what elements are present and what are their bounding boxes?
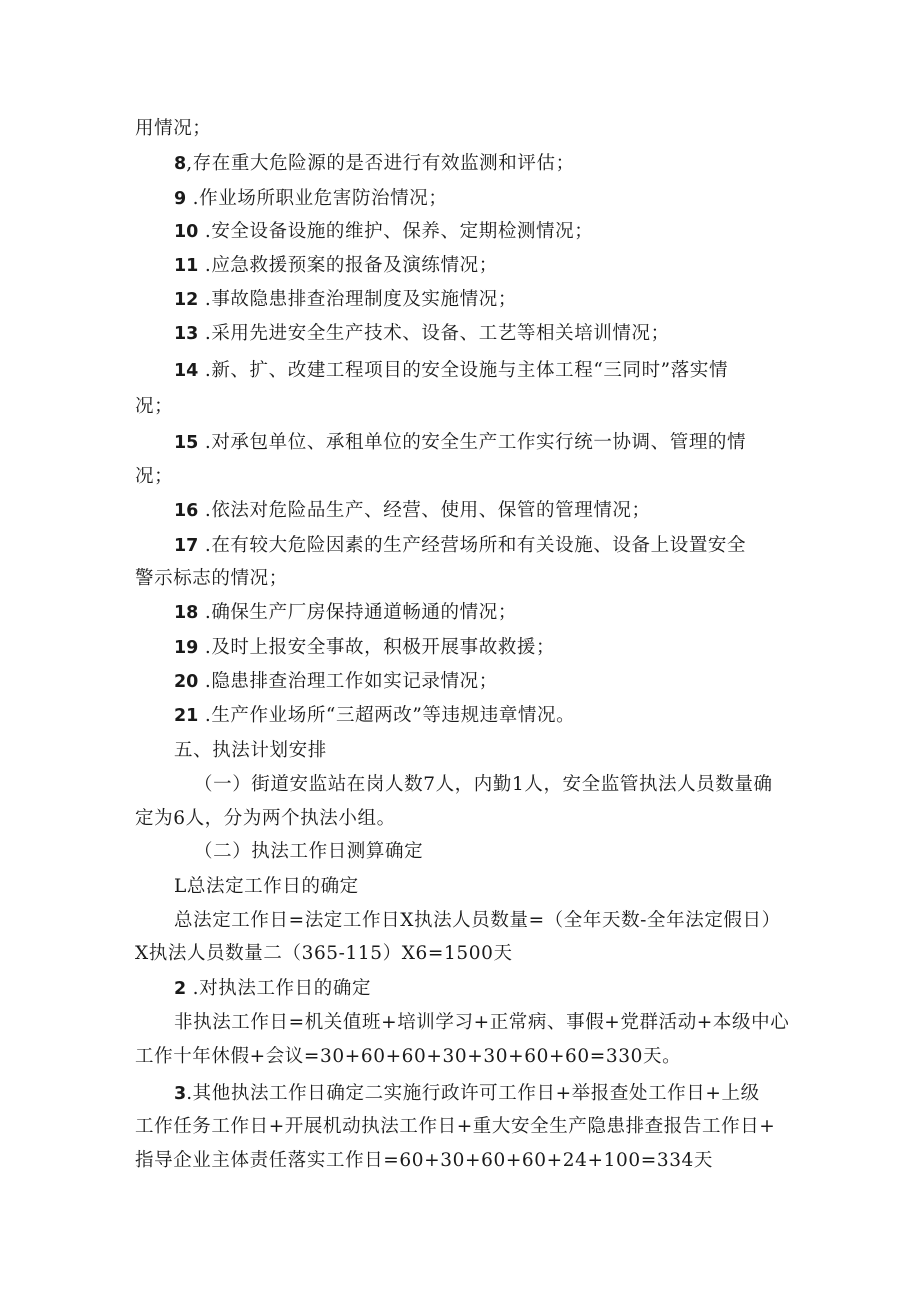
line-7 bbox=[174, 321, 670, 347]
line-1 bbox=[135, 116, 211, 142]
line-16 bbox=[174, 635, 555, 661]
line-23 bbox=[174, 874, 359, 900]
line-21 bbox=[135, 806, 396, 832]
line-text: X执法人员数量二（365-115）X6=1500天 bbox=[135, 943, 513, 964]
sub-heading bbox=[194, 839, 423, 865]
line-text: .采用先进安全生产技术、设备、工艺等相关培训情况； bbox=[198, 323, 670, 344]
line-29 bbox=[174, 1081, 760, 1107]
line-28 bbox=[135, 1044, 681, 1070]
line-text: 总法定工作日=法定工作日X执法人员数量=（全年天数-全年法定假日） bbox=[174, 910, 781, 931]
item-number: 10 bbox=[174, 222, 199, 242]
line-text: .作业场所职业危害防治情况； bbox=[186, 188, 448, 209]
line-17 bbox=[174, 669, 498, 695]
line-text: .依法对危险品生产、经营、使用、保管的管理情况； bbox=[198, 500, 651, 521]
line-text: .在有较大危险因素的生产经营场所和有关设施、设备上设置安全 bbox=[198, 535, 747, 556]
line-text: ,存在重大危险源的是否进行有效监测和评估； bbox=[186, 153, 575, 174]
line-8 bbox=[174, 358, 728, 384]
item-number: 3 bbox=[174, 1084, 187, 1104]
item-number: 11 bbox=[174, 256, 199, 276]
line-12 bbox=[174, 498, 651, 524]
line-text: 况； bbox=[135, 466, 174, 487]
line-text: 定为6人，分为两个执法小组。 bbox=[135, 808, 396, 829]
line-11 bbox=[135, 464, 173, 490]
item-number: 2 bbox=[174, 979, 187, 999]
item-number: 20 bbox=[174, 672, 199, 692]
line-15 bbox=[174, 600, 517, 626]
line-text: 指导企业主体责任落实工作日=60+30+60+60+24+100=334天 bbox=[135, 1150, 714, 1171]
line-text: 五、执法计划安排 bbox=[174, 740, 327, 761]
line-24 bbox=[174, 908, 781, 934]
line-20 bbox=[194, 772, 773, 798]
line-text: 非执法工作日=机关值班+培训学习+正常病、事假+党群活动+本级中心 bbox=[174, 1012, 790, 1033]
line-27 bbox=[174, 1010, 789, 1036]
line-text: 工作十年休假+会议=30+60+60+30+30+60+60=330天。 bbox=[135, 1046, 682, 1067]
line-text: 警示标志的情况； bbox=[135, 568, 288, 589]
line-text: .及时上报安全事故，积极开展事故救援； bbox=[198, 637, 556, 658]
line-9 bbox=[135, 394, 173, 420]
item-number: 15 bbox=[174, 433, 199, 453]
line-30 bbox=[135, 1114, 775, 1140]
line-4 bbox=[174, 219, 593, 245]
item-number: 8 bbox=[174, 154, 187, 174]
section-heading bbox=[174, 738, 327, 764]
line-31 bbox=[135, 1148, 713, 1174]
item-number: 14 bbox=[174, 361, 199, 381]
item-number: 21 bbox=[174, 706, 199, 726]
item-number: 16 bbox=[174, 501, 199, 521]
item-number: 13 bbox=[174, 324, 199, 344]
item-number: 18 bbox=[174, 603, 199, 623]
line-text: .隐患排查治理工作如实记录情况； bbox=[198, 671, 498, 692]
item-number: 17 bbox=[174, 536, 199, 556]
line-text: .对承包单位、承租单位的安全生产工作实行统一协调、管理的情 bbox=[198, 432, 747, 453]
line-text: .安全设备设施的维护、保养、定期检测情况； bbox=[198, 221, 594, 242]
line-10 bbox=[174, 430, 746, 456]
line-text: .事故隐患排查治理制度及实施情况； bbox=[198, 289, 517, 310]
line-26 bbox=[174, 976, 371, 1002]
item-number: 9 bbox=[174, 189, 187, 209]
line-text: .新、扩、改建工程项目的安全设施与主体工程“三同时”落实情 bbox=[198, 360, 729, 381]
line-text: .生产作业场所“三超两改”等违规违章情况。 bbox=[198, 705, 576, 726]
line-18 bbox=[174, 703, 575, 729]
line-5 bbox=[174, 253, 498, 279]
line-6 bbox=[174, 287, 517, 313]
line-text: .其他执法工作日确定二实施行政许可工作日+举报查处工作日+上级 bbox=[186, 1083, 760, 1104]
line-text: （二）执法工作日测算确定 bbox=[194, 841, 424, 862]
line-text: .对执法工作日的确定 bbox=[186, 978, 372, 999]
item-number: 12 bbox=[174, 290, 199, 310]
line-25 bbox=[135, 941, 513, 967]
line-text: 工作任务工作日+开展机动执法工作日+重大安全生产隐患排查报告工作日+ bbox=[135, 1116, 776, 1137]
line-text: 用情况； bbox=[135, 118, 212, 139]
item-number: 19 bbox=[174, 638, 199, 658]
line-text: .确保生产厂房保持通道畅通的情况； bbox=[198, 602, 517, 623]
line-13 bbox=[174, 533, 746, 559]
line-text: L总法定工作日的确定 bbox=[174, 876, 359, 897]
line-2 bbox=[174, 151, 575, 177]
line-3 bbox=[174, 186, 447, 212]
line-text: .应急救援预案的报备及演练情况； bbox=[198, 255, 498, 276]
line-text: （一）街道安监站在岗人数7人，内勤1人，安全监管执法人员数量确 bbox=[194, 774, 773, 795]
line-14 bbox=[135, 566, 288, 592]
line-text: 况； bbox=[135, 396, 174, 417]
